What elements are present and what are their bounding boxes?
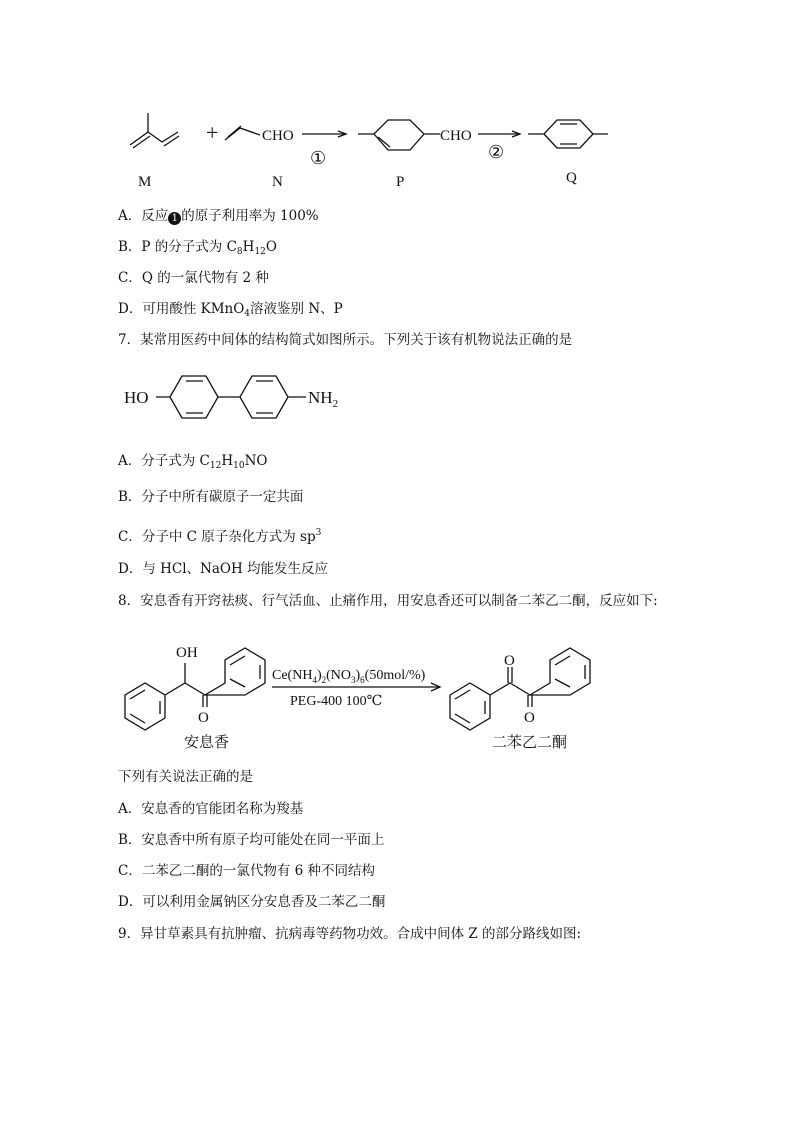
benzoin-name: 安息香	[184, 735, 230, 751]
condition-solvent: PEG-400 100℃	[290, 694, 383, 709]
q6-option-d: D．可用酸性 KMnO$_4$溶液鉴别 N、P	[118, 301, 343, 319]
q9-stem: 9．异甘草素具有抗肿瘤、抗病毒等药物功效。合成中间体 Z 的部分路线如图:	[118, 926, 582, 942]
carbonyl-o-label-1: O	[198, 710, 209, 726]
step-1-label: ①	[310, 148, 327, 168]
q6-option-b: B．P 的分子式为 $C_8H_{12}O$	[118, 239, 277, 257]
q7-stem: 7．某常用医药中间体的结构简式如图所示。下列关于该有机物说法正确的是	[118, 332, 573, 348]
q8-option-a: A．安息香的官能团名称为羧基	[118, 801, 304, 817]
q7-structure	[0, 358, 794, 438]
q8-reaction	[0, 625, 794, 775]
q7-option-c: C．分子中 C 原子杂化方式为 $sp^3$	[118, 528, 322, 545]
step-2-label: ②	[488, 142, 505, 162]
label-p: P	[396, 174, 405, 190]
label-q: Q	[566, 170, 577, 186]
cho-label-n: CHO	[262, 128, 294, 144]
q8-stem: 8．安息香有开窍祛痰、行气活血、止痛作用，用安息香还可以制备二苯乙二酮，反应如下:	[118, 593, 658, 609]
q6-option-c: C．Q 的一氯代物有 2 种	[118, 270, 269, 286]
nh2-label: $NH_2$	[308, 388, 339, 410]
q7-option-b: B．分子中所有碳原子一定共面	[118, 489, 304, 505]
condition-reagent: $Ce(NH_4)_2(NO_3)_6(50mol/\%)$	[272, 668, 426, 685]
q6-option-a: A．反应 1 的原子利用率为 100%	[118, 208, 319, 224]
label-m: M	[138, 174, 152, 190]
ho-label: HO	[124, 388, 149, 407]
circled-number-icon: 1	[168, 212, 181, 225]
molecule-m	[130, 113, 178, 145]
q7-option-d: D．与 HCl、NaOH 均能发生反应	[118, 561, 329, 577]
molecule-n	[225, 128, 260, 140]
oh-label: OH	[176, 645, 198, 661]
q8-option-c: C．二苯乙二酮的一氯代物有 6 种不同结构	[118, 863, 376, 879]
benzil-name: 二苯乙二酮	[492, 735, 568, 751]
plus-sign: +	[206, 120, 219, 145]
q8-question: 下列有关说法正确的是	[118, 769, 253, 785]
molecule-p	[358, 120, 440, 150]
cho-label-p: CHO	[440, 128, 472, 144]
carbonyl-o-label-2: O	[504, 653, 515, 669]
carbonyl-o-label-3: O	[524, 710, 535, 726]
q8-option-b: B．安息香中所有原子均可能处在同一平面上	[118, 832, 385, 848]
q8-option-d: D．可以利用金属钠区分安息香及二苯乙二酮	[118, 894, 386, 910]
label-n: N	[272, 174, 283, 190]
q7-option-a: A．分子式为 $C_{12}H_{10}NO$	[118, 453, 268, 471]
